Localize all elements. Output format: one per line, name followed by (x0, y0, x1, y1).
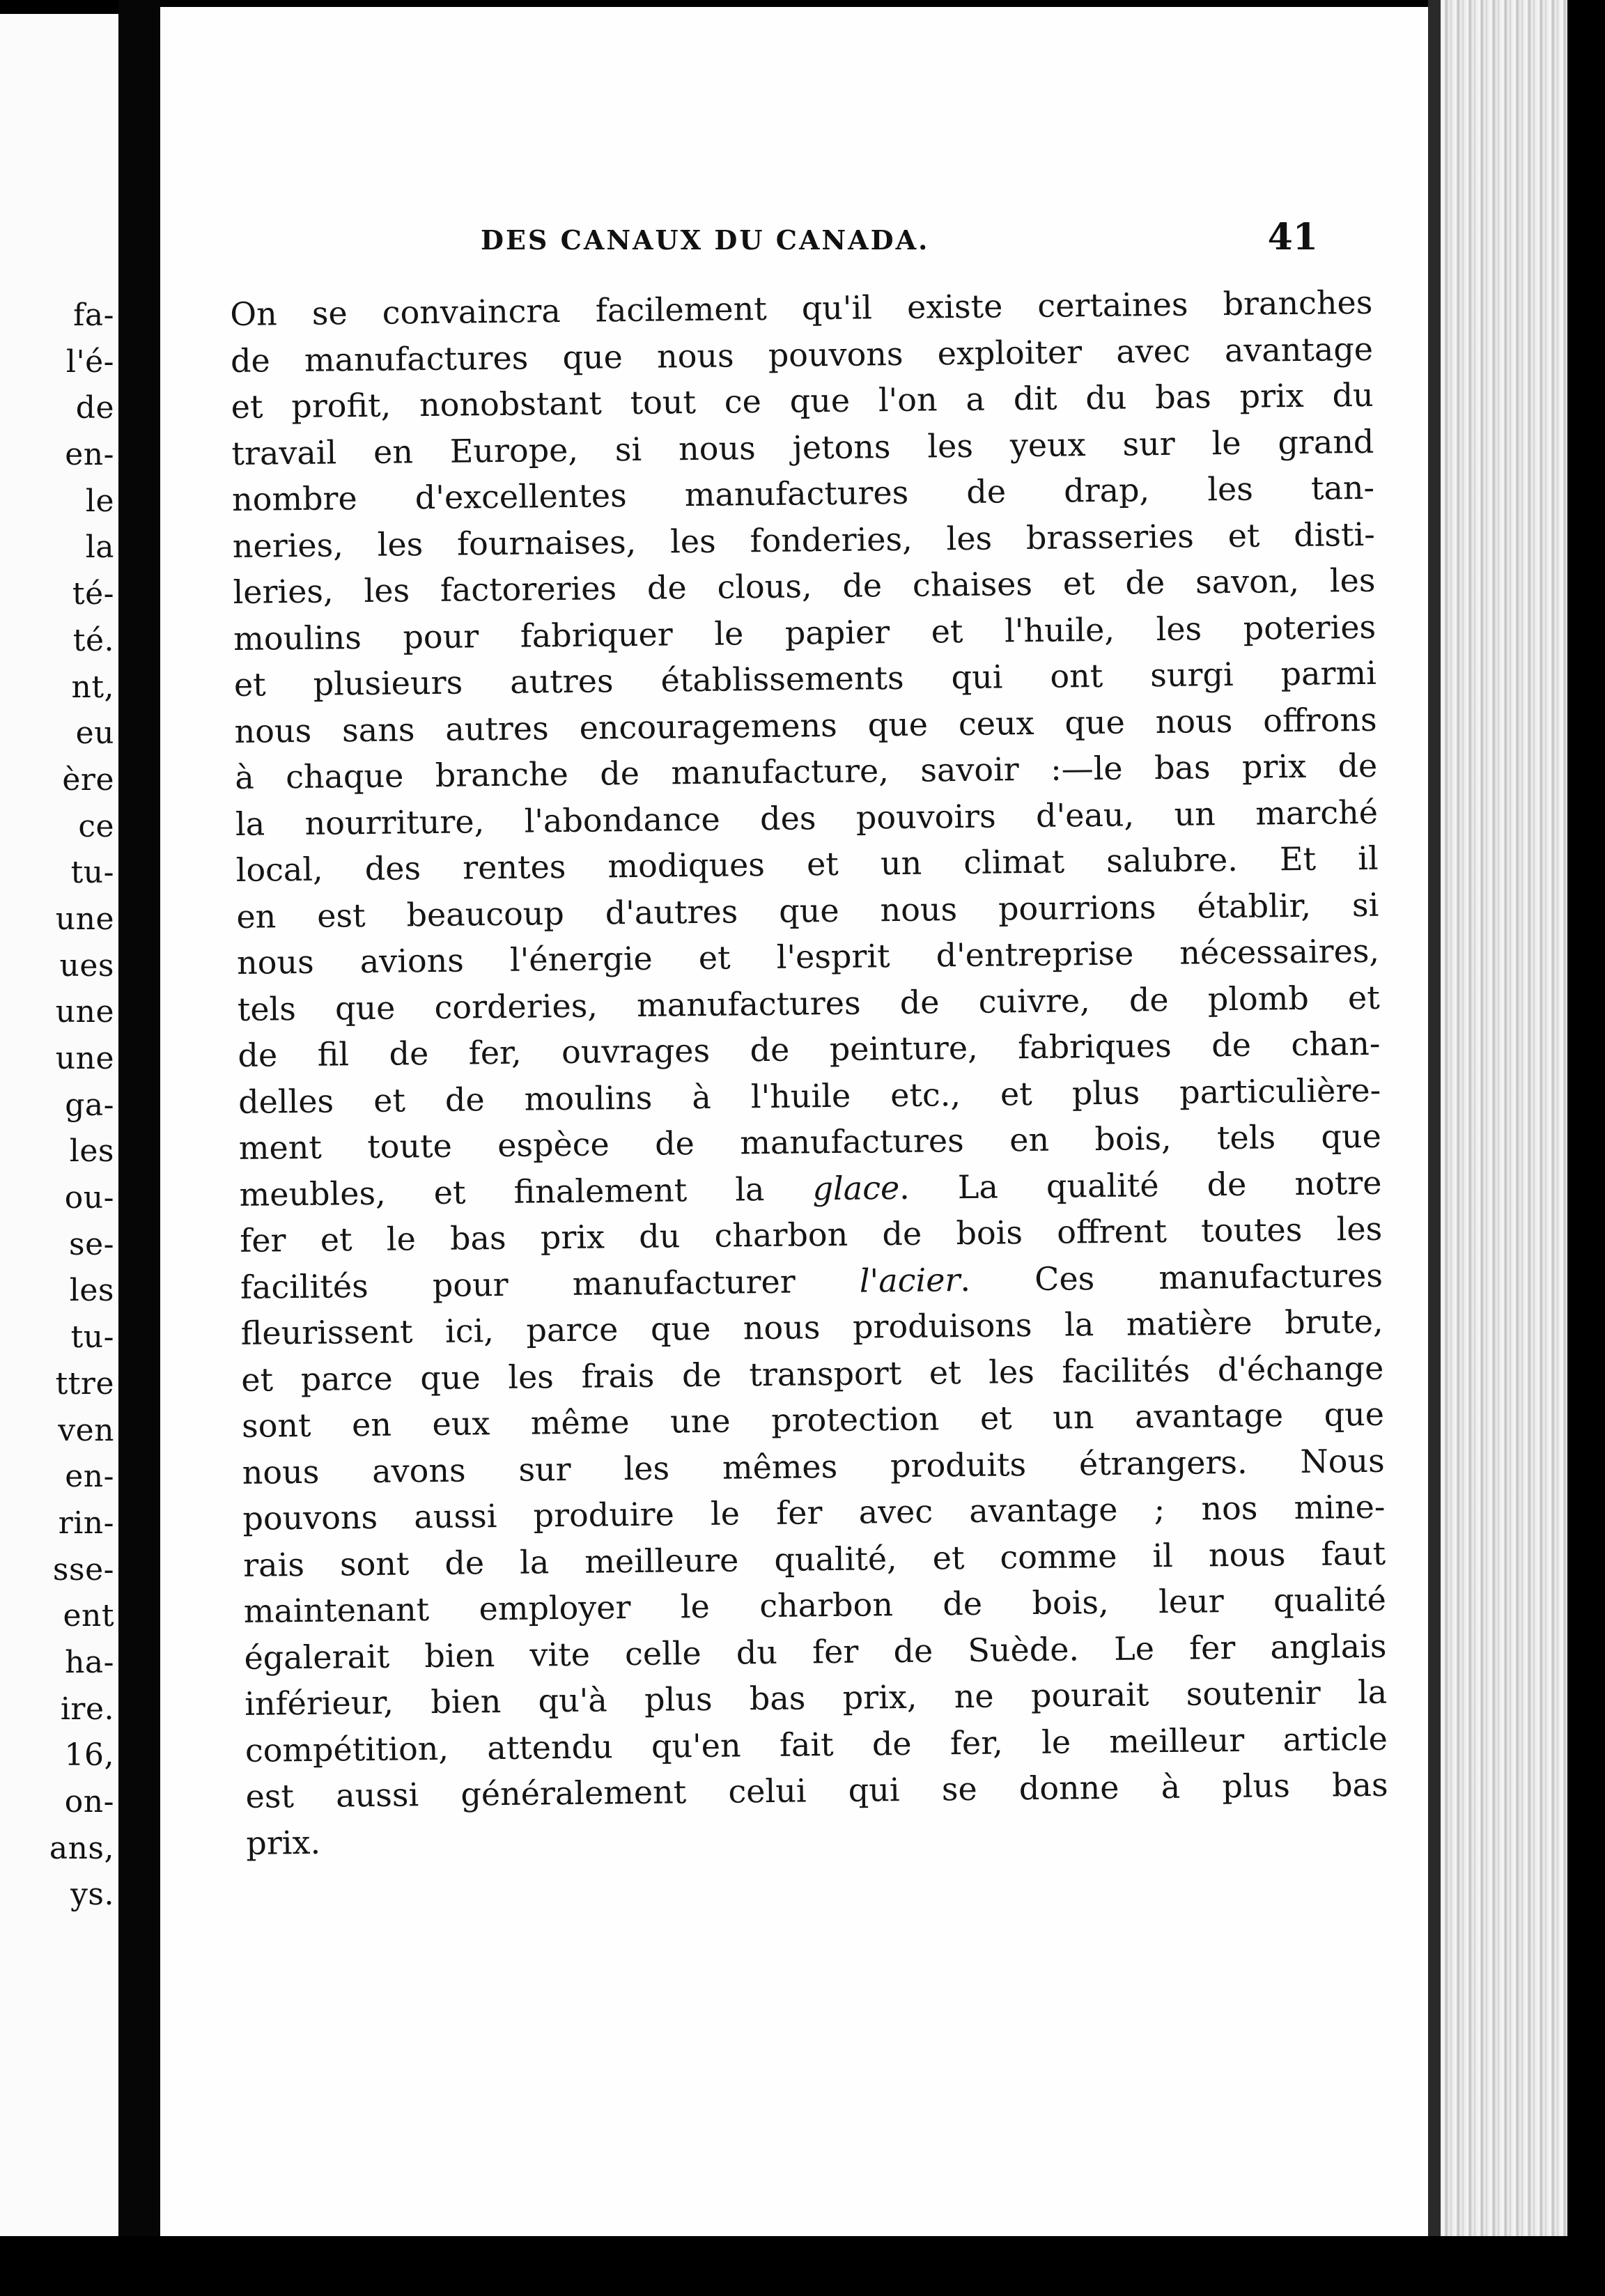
facing-page-fragment: ga- (65, 1087, 114, 1123)
facing-page-fragment: ou- (64, 1180, 114, 1216)
text-line: et profit, nonobstant tout ce que l'on a dit du bas prix du (231, 375, 1374, 426)
text-line: rais sont de la meilleure qualité, et comme il nous faut (242, 1534, 1386, 1584)
facing-page-fragment: ire. (60, 1691, 114, 1727)
facing-page-fragment: le (85, 483, 114, 519)
text-line: fleurissent ici, parce que nous produisons la matière brute, (240, 1302, 1383, 1352)
text-line: fer et le bas prix du charbon de bois offrent toutes les (239, 1209, 1383, 1259)
facing-page-fragment: ues (59, 947, 114, 984)
text-line: en est beaucoup d'autres que nous pourrions établir, si (236, 885, 1379, 936)
facing-page-fragment: la (85, 529, 114, 566)
running-title: DES CANAUX DU CANADA. (481, 224, 930, 256)
facing-page-fragment: tu- (70, 1319, 114, 1356)
scan-border-right (1567, 0, 1605, 2296)
text-line: égalerait bien vite celle du fer de Suède. Le fer anglais (244, 1627, 1387, 1677)
facing-page-fragment: té- (72, 576, 114, 612)
running-head (160, 216, 1428, 265)
text-line: facilités pour manufacturer l'acier. Ces manufactures (240, 1256, 1383, 1306)
facing-page-fragment: les (69, 1133, 114, 1170)
facing-page-fragment: l'é- (65, 343, 114, 380)
facing-page-fragment: en- (65, 1459, 114, 1495)
facing-page-fragment: ven (58, 1412, 114, 1448)
text-line: tels que corderies, manufactures de cuivre, de plomb et (237, 978, 1380, 1028)
facing-page-fragment: une (55, 1041, 114, 1076)
text-line: delles et de moulins à l'huile etc., et plus particulière- (238, 1071, 1381, 1121)
facing-page-fragment: rin- (58, 1505, 114, 1541)
facing-page-fragment: ha- (65, 1644, 114, 1680)
text-line: est aussi généralement celui qui se donne à plus bas (245, 1765, 1388, 1815)
text-line: pouvons aussi produire le fer avec avantage ; nos mine- (242, 1487, 1386, 1537)
text-line: travail en Europe, si nous jetons les yeux sur le grand (231, 422, 1374, 472)
text-line: la nourriture, l'abondance des pouvoirs d'eau, un marché (235, 793, 1379, 843)
text-line: compétition, attendu qu'en fait de fer, le meilleur article (245, 1719, 1388, 1769)
facing-page-fragment: une (55, 994, 114, 1030)
facing-page-fragment: ttre (55, 1365, 114, 1402)
text-line: inférieur, bien qu'à plus bas prix, ne pourait soutenir la (244, 1673, 1388, 1723)
text-line: leries, les factoreries de clous, de chaises et de savon, les (233, 561, 1376, 611)
facing-page-fragment: nt, (71, 669, 114, 705)
facing-page-fragment: ys. (70, 1877, 114, 1913)
facing-page-fragment: se- (69, 1226, 114, 1262)
scan-border-bottom (0, 2236, 1605, 2296)
facing-page (0, 14, 118, 2250)
text-line: et plusieurs autres établissements qui ont surgi parmi (233, 653, 1377, 704)
facing-page-fragment: tu- (70, 855, 114, 891)
body-text (230, 279, 1389, 1866)
facing-page-fragment: de (75, 390, 114, 426)
text-line: ment toute espèce de manufactures en bois, tels que (238, 1117, 1382, 1167)
text-line: de fil de fer, ouvrages de peinture, fabriques de chan- (238, 1024, 1381, 1074)
text-line: nous sans autres encouragemens que ceux que nous offrons (234, 700, 1377, 750)
page-number: 41 (1267, 216, 1318, 258)
text-line: sont en eux même une protection et un avantage que (241, 1395, 1385, 1445)
text-line: local, des rentes modiques et un climat salubre. Et il (235, 839, 1379, 889)
facing-page-fragment: les (69, 1273, 114, 1309)
facing-page-fragment: té. (72, 622, 114, 658)
text-line: neries, les fournaises, les fonderies, les brasseries et disti- (232, 515, 1376, 565)
text-line: de manufactures que nous pouvons exploiter avec avantage (230, 329, 1374, 380)
page-edge-shadow (1428, 0, 1441, 2296)
text-line: nous avions l'énergie et l'esprit d'entreprise nécessaires, (236, 931, 1380, 982)
text-line: prix. (246, 1823, 321, 1862)
text-line: nombre d'excellentes manufactures de drap, les tan- (231, 468, 1375, 518)
text-line: maintenant employer le charbon de bois, leur qualité (243, 1580, 1387, 1630)
text-line: et parce que les frais de transport et les facilités d'échange (241, 1349, 1384, 1399)
facing-page-fragment: 16, (64, 1737, 114, 1774)
book-gutter (118, 0, 160, 2296)
facing-page-fragment: ce (78, 808, 114, 844)
main-page (160, 7, 1428, 2236)
facing-page-fragment: en- (65, 437, 114, 473)
page-edges (1428, 0, 1567, 2296)
facing-page-fragment: eu (75, 715, 114, 752)
text-line: meubles, et finalement la glace. La qualité de notre (239, 1163, 1382, 1213)
facing-page-fragment: sse- (52, 1551, 114, 1588)
facing-page-fragment: une (55, 901, 114, 937)
text-line: nous avons sur les mêmes produits étrangers. Nous (242, 1441, 1385, 1491)
text-line: On se convaincra facilement qu'il existe certaines branches (230, 283, 1373, 333)
text-line: moulins pour fabriquer le papier et l'huile, les poteries (233, 607, 1377, 658)
facing-page-fragment: ère (62, 761, 114, 798)
facing-page-fragment: ent (63, 1598, 114, 1634)
facing-page-fragment: ans, (49, 1830, 114, 1866)
text-line: à chaque branche de manufacture, savoir :—le bas prix de (235, 746, 1378, 796)
facing-page-fragment: fa- (73, 297, 114, 333)
facing-page-text (0, 293, 118, 1918)
facing-page-fragment: on- (64, 1784, 114, 1820)
